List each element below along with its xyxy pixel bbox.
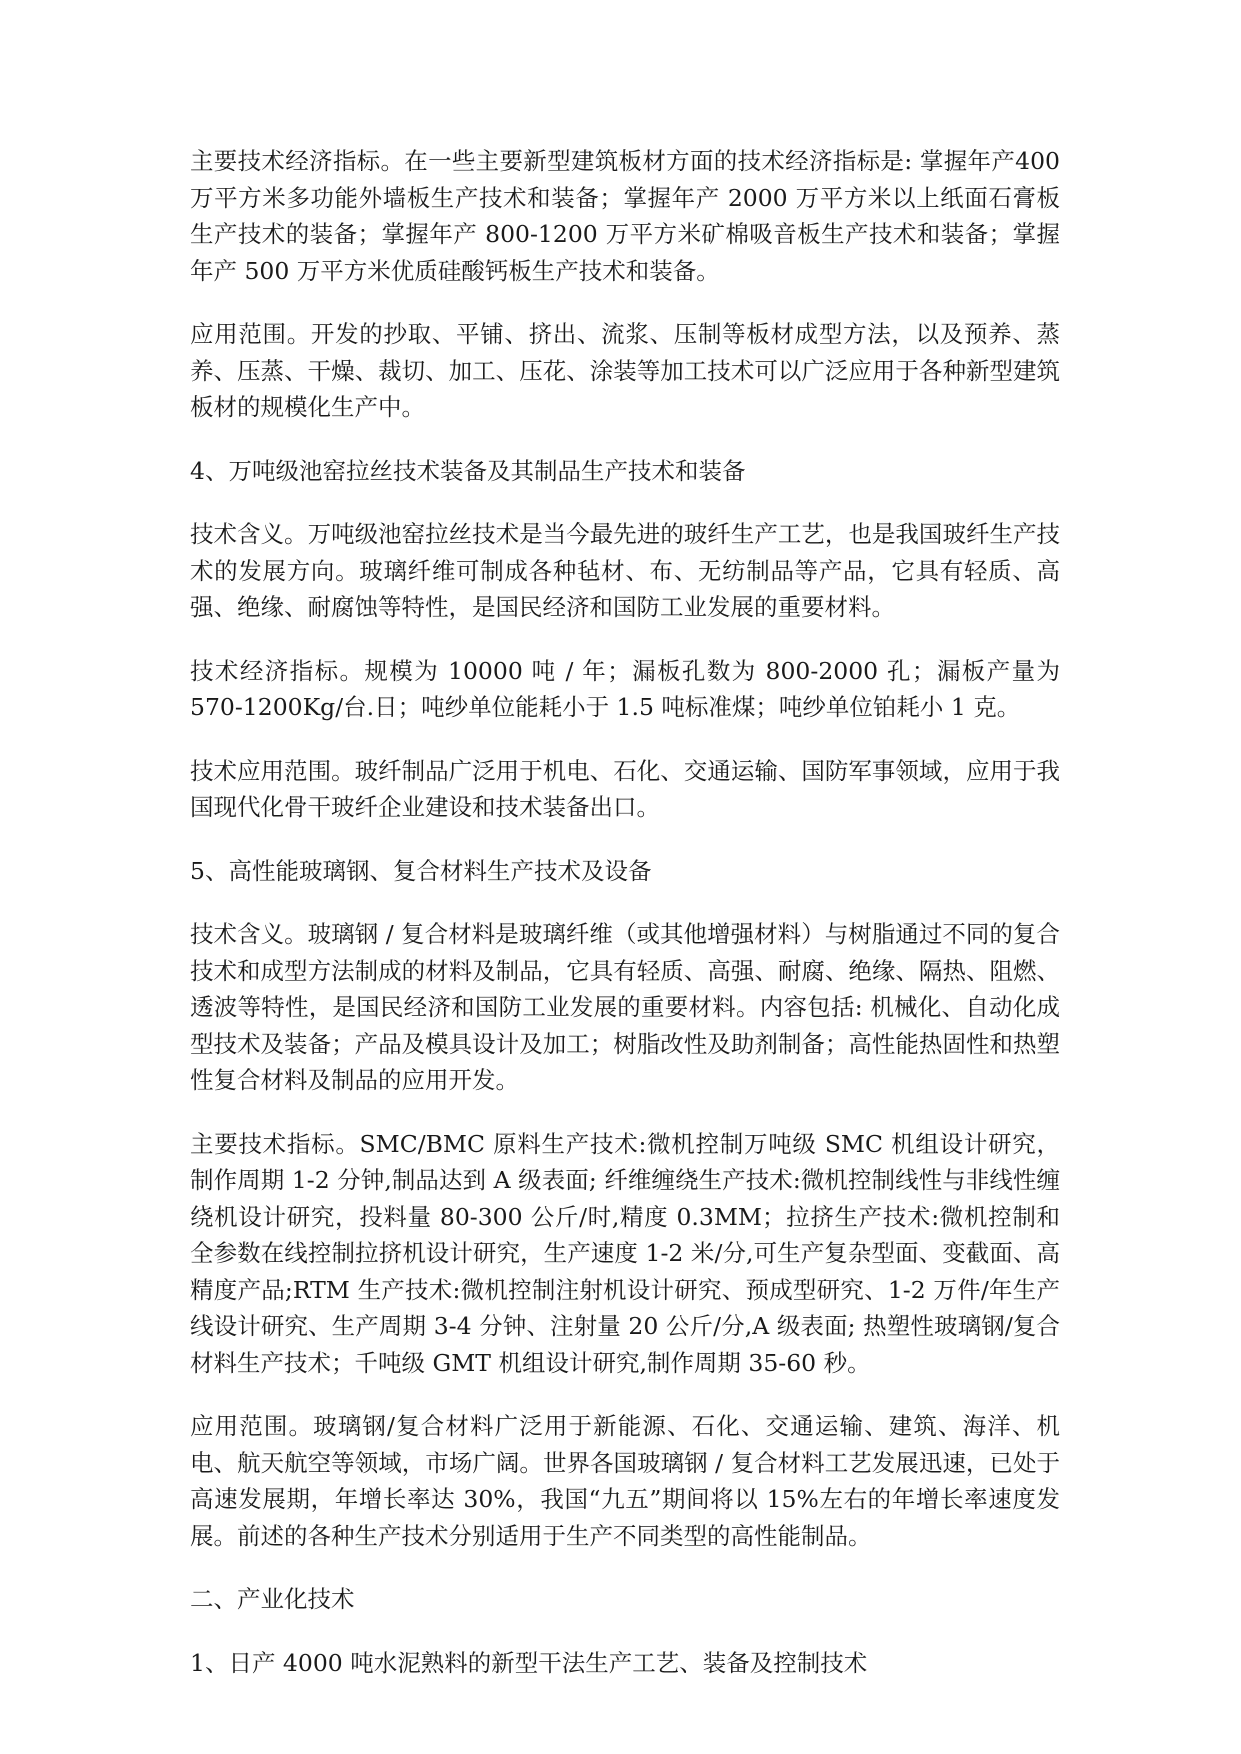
paragraph-composite-tech-meaning: 技术含义。玻璃钢 / 复合材料是玻璃纤维（或其他增强材料）与树脂通过不同的复合技术和成型方法制成的材料及制品，它具有轻质、高强、耐腐、绝缘、隔热、阻燃、透波等特性，是国民经济和国防工业发展的重要材料。内容包括: 机械化、自动化成型技术及装备；产品及模具设计及加工；树脂改性及助剂制备；高性能热固性和热塑性复合材料及制品的应用开发。 xyxy=(190,920,1060,1094)
section-heading-5: 5、高性能玻璃钢、复合材料生产技术及设备 xyxy=(190,856,652,885)
paragraph-main-tech-indicators: 主要技术经济指标。在一些主要新型建筑板材方面的技术经济指标是: 掌握年产400 万平方米多功能外墙板生产技术和装备；掌握年产 2000 万平方米以上纸面石膏板生产技术的装备；掌握年产 800-1200 万平方米矿棉吸音板生产技术和装备；掌握年产 500 万平方米优质硅酸钙板生产技术和装备。 xyxy=(190,147,1060,285)
paragraph-composite-main-indicators: 主要技术指标。SMC/BMC 原料生产技术:微机控制万吨级 SMC 机组设计研究，制作周期 1-2 分钟,制品达到 A 级表面; 纤维缠绕生产技术:微机控制线性与非线性缠绕机设计研究，投料量 80-300 公斤/时,精度 0.3MM；拉挤生产技术:微机控制和全参数在线控制拉挤机设计研究，生产速度 1-2 米/分,可生产复杂型面、变截面、高精度产品;RTM 生产技术:微机控制注射机设计研究、预成型研究、1-2 万件/年生产线设计研究、生产周期 3-4 分钟、注射量 20 公斤/分,A 级表面; 热塑性玻璃钢/复合材料生产技术；千吨级 GMT 机组设计研究,制作周期 35-60 秒。 xyxy=(190,1129,1060,1377)
document-body xyxy=(190,143,1060,1708)
paragraph-tech-application-scope: 技术应用范围。玻纤制品广泛用于机电、石化、交通运输、国防军事领域，应用于我国现代化骨干玻纤企业建设和技术装备出口。 xyxy=(190,756,1060,821)
paragraph-tech-meaning: 技术含义。万吨级池窑拉丝技术是当今最先进的玻纤生产工艺，也是我国玻纤生产技术的发展方向。玻璃纤维可制成各种毡材、布、无纺制品等产品，它具有轻质、高强、绝缘、耐腐蚀等特性，是国民经济和国防工业发展的重要材料。 xyxy=(190,520,1060,621)
section-heading-industrialization: 二、产业化技术 xyxy=(190,1585,355,1613)
section-heading-4: 4、万吨级池窑拉丝技术装备及其制品生产技术和装备 xyxy=(190,456,746,485)
paragraph-tech-economic-indicators: 技术经济指标。规模为 10000 吨 / 年；漏板孔数为 800-2000 孔；漏板产量为570-1200Kg/台.日；吨纱单位能耗小于 1.5 吨标准煤；吨纱单位铂耗小 1 克。 xyxy=(190,656,1060,721)
section-heading-1-cement: 1、日产 4000 吨水泥熟料的新型干法生产工艺、装备及控制技术 xyxy=(190,1648,868,1677)
paragraph-application-scope: 应用范围。开发的抄取、平铺、挤出、流浆、压制等板材成型方法，以及预养、蒸养、压蒸、干燥、裁切、加工、压花、涂装等加工技术可以广泛应用于各种新型建筑板材的规模化生产中。 xyxy=(190,320,1060,421)
paragraph-composite-application-scope: 应用范围。玻璃钢/复合材料广泛用于新能源、石化、交通运输、建筑、海洋、机电、航天航空等领域，市场广阔。世界各国玻璃钢 / 复合材料工艺发展迅速，已处于高速发展期，年增长率达 30%，我国“九五”期间将以 15%左右的年增长率速度发展。前述的各种生产技术分别适用于生产不同类型的高性能制品。 xyxy=(190,1412,1060,1550)
